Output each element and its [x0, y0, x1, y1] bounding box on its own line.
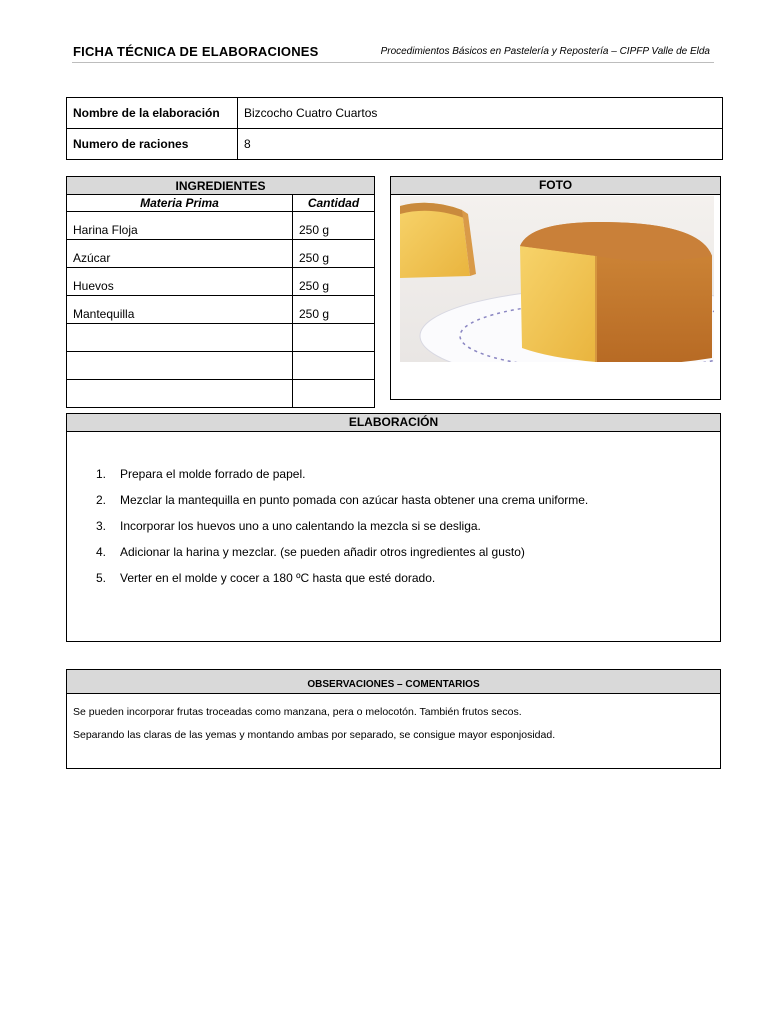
- photo-title: FOTO: [391, 177, 720, 195]
- step-number: 2.: [96, 493, 107, 507]
- step-number: 4.: [96, 545, 107, 559]
- table-row: [67, 352, 375, 380]
- material-cell: Mantequilla: [67, 296, 293, 324]
- list-item: [96, 545, 588, 571]
- portions-row: [67, 129, 723, 160]
- step-text: Verter en el molde y cocer a 180 ºC hasta que esté dorado.: [120, 571, 436, 585]
- name-row: [67, 98, 723, 129]
- col-material: Materia Prima: [67, 195, 293, 212]
- table-row: [67, 268, 375, 296]
- observations-title: OBSERVACIONES – COMENTARIOS: [67, 670, 720, 694]
- document-title: FICHA TÉCNICA DE ELABORACIONES: [73, 44, 319, 59]
- col-quantity: Cantidad: [293, 195, 375, 212]
- portions-label: Numero de raciones: [67, 129, 238, 160]
- cake-photo: [400, 196, 714, 362]
- quantity-cell: [293, 380, 375, 408]
- observation-line: Se pueden incorporar frutas troceadas como manzana, pera o melocotón. También frutos secos.: [73, 706, 522, 718]
- material-cell: [67, 380, 293, 408]
- quantity-cell: 250 g: [293, 212, 375, 240]
- elaboration-title: ELABORACIÓN: [67, 414, 720, 432]
- ingredients-table: [66, 176, 375, 408]
- info-table: [66, 97, 723, 160]
- material-cell: Huevos: [67, 268, 293, 296]
- observations-panel: [66, 669, 721, 769]
- table-row: [67, 296, 375, 324]
- steps-list: [96, 467, 588, 597]
- photo-panel: [390, 176, 721, 400]
- list-item: [96, 467, 588, 493]
- table-row: [67, 380, 375, 408]
- name-value: Bizcocho Cuatro Cuartos: [238, 98, 723, 129]
- elaboration-panel: [66, 413, 721, 642]
- quantity-cell: 250 g: [293, 268, 375, 296]
- step-text: Prepara el molde forrado de papel.: [120, 467, 306, 481]
- step-text: Adicionar la harina y mezclar. (se pueden añadir otros ingredientes al gusto): [120, 545, 525, 559]
- list-item: [96, 571, 588, 597]
- table-row: [67, 324, 375, 352]
- observation-line: Separando las claras de las yemas y montando ambas por separado, se consigue mayor esponjosidad.: [73, 729, 556, 741]
- quantity-cell: [293, 324, 375, 352]
- material-cell: Harina Floja: [67, 212, 293, 240]
- name-label: Nombre de la elaboración: [67, 98, 238, 129]
- material-cell: [67, 324, 293, 352]
- quantity-cell: 250 g: [293, 240, 375, 268]
- step-text: Incorporar los huevos uno a uno calentando la mezcla si se desliga.: [120, 519, 481, 533]
- list-item: [96, 493, 588, 519]
- table-row: [67, 212, 375, 240]
- list-item: [96, 519, 588, 545]
- quantity-cell: [293, 352, 375, 380]
- step-text: Mezclar la mantequilla en punto pomada con azúcar hasta obtener una crema uniforme.: [120, 493, 589, 507]
- document-subtitle: Procedimientos Básicos en Pastelería y Repostería – CIPFP Valle de Elda: [380, 46, 710, 57]
- step-number: 1.: [96, 467, 107, 481]
- portions-value: 8: [238, 129, 723, 160]
- ingredients-title: INGREDIENTES: [67, 177, 375, 195]
- step-number: 5.: [96, 571, 107, 585]
- step-number: 3.: [96, 519, 107, 533]
- header-divider: [72, 62, 714, 63]
- material-cell: [67, 352, 293, 380]
- material-cell: Azúcar: [67, 240, 293, 268]
- table-row: [67, 240, 375, 268]
- quantity-cell: 250 g: [293, 296, 375, 324]
